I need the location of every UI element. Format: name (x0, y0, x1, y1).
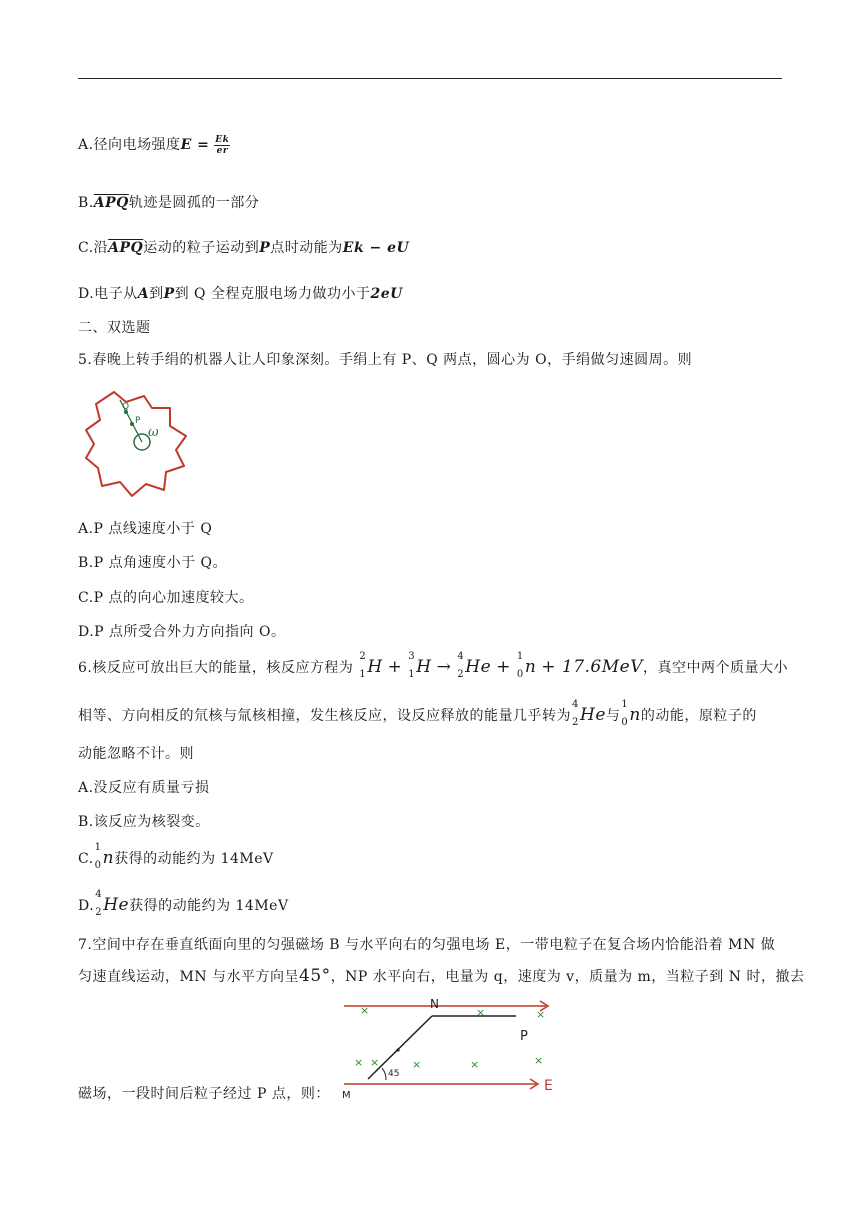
q6-stem2: ，真空中两个质量大小 (642, 660, 788, 676)
reaction-arrow: → (436, 657, 452, 677)
q4-option-b (78, 192, 259, 212)
q7-angle: 45° (299, 966, 331, 986)
element-symbol: H (416, 657, 432, 677)
atomic-number: 2 (572, 717, 579, 728)
nuclide-h2 (359, 651, 383, 680)
label-e: E (544, 1078, 553, 1094)
b-field-cross-icon: × (470, 1058, 480, 1071)
label-omega: ω (148, 425, 159, 440)
atomic-number: 2 (95, 907, 103, 918)
q6-option-d (78, 889, 289, 918)
q6-option-d-prefix: D. (78, 898, 95, 914)
q4-option-c-math: Ek − eU (342, 240, 410, 256)
q6-stem1: 6.核反应可放出巨大的能量，核反应方程为 (78, 660, 354, 676)
atomic-number: 0 (621, 717, 629, 728)
q7-line2 (78, 966, 804, 986)
q6-option-a: A.没反应有质量亏损 (78, 780, 210, 796)
point-a: A (137, 286, 150, 302)
q7-line2-a: 匀速直线运动，MN 与水平方向呈 (78, 969, 300, 985)
q6-line2-b: 的动能，原粒子的 (640, 708, 757, 724)
section-heading: 二、双选题 (78, 320, 151, 336)
b-field-cross-icon: × (370, 1056, 380, 1069)
element-symbol: He (580, 705, 606, 725)
mass-number: 1 (94, 842, 102, 853)
nuclide-he4 (572, 699, 606, 728)
q4-option-d (78, 283, 403, 303)
q5-handkerchief-figure (82, 386, 192, 498)
mass-number: 1 (621, 699, 629, 710)
q6-line1 (78, 651, 788, 680)
mass-number: 3 (408, 651, 416, 662)
mass-number: 1 (516, 651, 524, 662)
q4-option-a-text: A.径向电场强度 (78, 137, 181, 153)
atomic-number: 0 (94, 860, 102, 871)
q7-field-figure (340, 994, 560, 1100)
nuclide-h3 (408, 651, 432, 680)
label-p: P (135, 416, 141, 426)
q5-option-d: D.P 点所受合外力方向指向 O。 (78, 624, 286, 640)
label-q: Q (122, 402, 130, 412)
b-field-cross-icon: × (536, 1008, 546, 1021)
atomic-number: 1 (408, 669, 416, 680)
atomic-number: 2 (457, 669, 465, 680)
nuclide-n1 (94, 842, 115, 871)
q6-line2 (78, 699, 757, 728)
q7-line1: 7.空间中存在垂直纸面向里的匀强磁场 B 与水平向右的匀强电场 E，一带电粒子在复合场内恰能沿着 MN 做 (78, 937, 776, 953)
plus-sign: + (387, 657, 403, 677)
nuclide-n1 (621, 699, 641, 728)
q5-option-c: C.P 点的向心加速度较大。 (78, 590, 254, 606)
b-field-cross-icon: × (360, 1004, 370, 1017)
label-angle: 45 (388, 1069, 400, 1079)
q4-option-b-text: 轨迹是圆孤的一部分 (128, 195, 260, 211)
q4-option-d-text1: D.电子从 (78, 286, 138, 302)
q6-option-c-prefix: C. (78, 851, 94, 867)
element-symbol: He (465, 657, 492, 677)
mass-number: 2 (359, 651, 367, 662)
mass-number: 4 (457, 651, 465, 662)
nuclide-n1 (516, 651, 537, 680)
element-symbol: H (367, 657, 383, 677)
q6-option-c-text: 获得的动能约为 14MeV (114, 851, 274, 867)
q4-option-a-math: E = (180, 137, 210, 153)
q5-option-b: B.P 点角速度小于 Q。 (78, 555, 228, 571)
label-p: P (520, 1029, 528, 1044)
arc-apq: $\overline{APQ}$ (93, 195, 129, 211)
point-p: P (163, 286, 175, 302)
q6-line3: 动能忽略不计。则 (78, 746, 194, 762)
q4-option-c-text2: 点时动能为 (270, 240, 343, 256)
frac-numerator: Ek (215, 134, 230, 145)
header-rule (78, 78, 782, 79)
q6-option-d-text: 获得的动能约为 14MeV (129, 898, 289, 914)
q7-line3: 磁场，一段时间后粒子经过 P 点，则： (78, 1086, 330, 1102)
mass-number: 4 (95, 889, 103, 900)
q4-option-c (78, 237, 409, 257)
q5-option-a: A.P 点线速度小于 Q (78, 521, 213, 537)
label-m: M (342, 1090, 351, 1100)
q4-option-c-prefix: C.沿 (78, 240, 109, 256)
atomic-number: 0 (516, 669, 524, 680)
mass-number: 4 (572, 699, 579, 710)
q6-line2-a: 相等、方向相反的氘核与氚核相撞，发生核反应，设反应释放的能量几乎转为 (78, 708, 571, 724)
q7-line2-b: ，NP 水平向右，电量为 q，速度为 v，质量为 m，当粒子到 N 时，撤去 (330, 969, 805, 985)
arc-apq: $\overline{APQ}$ (108, 240, 144, 256)
q6-option-c (78, 842, 274, 871)
q4-option-d-text2: 到 (149, 286, 164, 302)
q4-option-a (78, 134, 230, 156)
b-field-cross-icon: × (476, 1006, 486, 1019)
q4-option-a-fraction (214, 135, 230, 156)
element-symbol: n (524, 657, 537, 677)
b-field-cross-icon: × (534, 1054, 544, 1067)
label-n: N (430, 997, 439, 1011)
q6-line2-mid: 与 (605, 708, 621, 724)
q4-option-d-text3: 到 Q 全程克服电场力做功小于 (174, 286, 371, 302)
atomic-number: 1 (359, 669, 367, 680)
q4-option-b-prefix: B. (78, 195, 94, 211)
reaction-energy: + 17.6MeV (541, 657, 643, 677)
q4-option-d-math: 2eU (370, 286, 403, 302)
element-symbol: n (629, 705, 641, 725)
b-field-cross-icon: × (412, 1058, 422, 1071)
q6-option-b: B.该反应为核裂变。 (78, 814, 210, 830)
q5-stem: 5.春晚上转手绢的机器人让人印象深刻。手绢上有 P、Q 两点，圆心为 O，手绢做匀速圆周。则 (78, 352, 693, 368)
q4-option-c-text1: 运动的粒子运动到 (143, 240, 260, 256)
element-symbol: n (102, 848, 115, 868)
nuclide-he4 (95, 889, 130, 918)
frac-denominator: er (216, 145, 229, 156)
b-field-cross-icon: × (354, 1056, 364, 1069)
plus-sign: + (496, 657, 511, 677)
point-p: P (259, 240, 271, 256)
element-symbol: He (103, 895, 130, 915)
nuclide-he4 (457, 651, 492, 680)
